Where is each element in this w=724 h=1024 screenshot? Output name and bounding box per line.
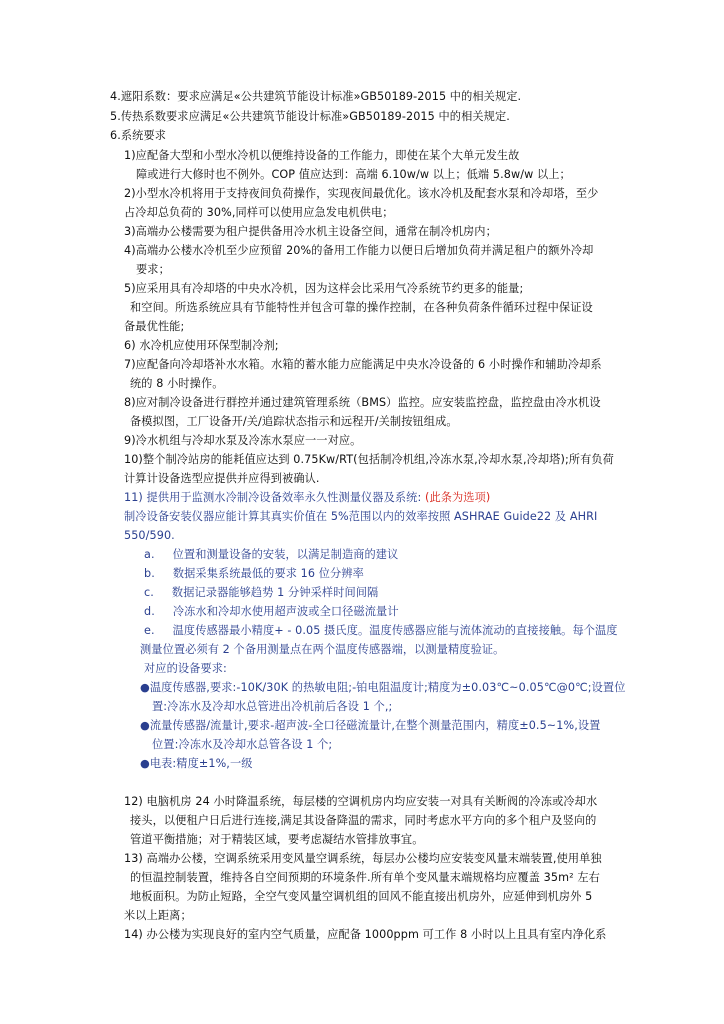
item-13-line1: 13) 高端办公楼，空调系统采用变风量空调系统，每层办公楼均应安装变风量末端装置,使用单独 xyxy=(124,852,602,865)
item-14-line1: 14) 办公楼为实现良好的室内空气质量，应配备 1000ppm 可工作 8 小时以上且具有室内净化系 xyxy=(124,928,607,941)
item-11-line3: 550/590. xyxy=(124,529,175,542)
item-5-line2: 和空间。所选系统应具有节能特性并包含可靠的操作控制，在各种负荷条件循环过程中保证设 xyxy=(130,301,593,314)
subitem-text: 冷冻水和冷却水使用超声波或全口径磁流量计 xyxy=(172,605,399,618)
subitem-e-cont: 测量位置必须有 2 个备用测量点在两个温度传感器端，以测量精度验证。 xyxy=(140,643,505,656)
item-5-line1: 5)应采用具有冷却塔的中央水冷机，因为这样会比采用气冷系统节约更多的能量; xyxy=(124,282,524,295)
item-4-line1: 4)高端办公楼水冷机至少应预留 20%的备用工作能力以便日后增加负荷并满足租户的额外冷却 xyxy=(124,244,594,257)
bullet-temperature-sensor: ●温度传感器,要求:-10K/30K 的热敏电阻;-铂电阻温度计;精度为±0.03℃~0.05℃@0℃;设置位 xyxy=(140,681,626,694)
item-1-line2: 障或进行大修时也不例外。COP 值应达到：高端 6.10w/w 以上；低端 5.8w/w 以上； xyxy=(136,168,571,181)
item-7-line2: 统的 8 小时操作。 xyxy=(130,377,224,390)
item-8-line1: 8)应对制冷设备进行群控并通过建筑管理系统（BMS）监控。应安装监控盘，监控盘由冷水机设 xyxy=(124,396,601,409)
item-3: 3)高端办公楼需要为租户提供备用冷水机主设备空间，通常在制冷机房内； xyxy=(124,225,497,238)
optional-note: (此条为选项) xyxy=(424,491,491,504)
bullet-temperature-sensor-cont: 置:冷冻水及冷却水总管进出冷机前后各设 1 个,; xyxy=(152,700,393,713)
subitem-e xyxy=(144,622,618,640)
item-9: 9)冷水机组与冷却水泵及冷冻水泵应一一对应。 xyxy=(124,434,362,447)
item-10-line1: 10)整个制冷站房的能耗值应达到 0.75Kw/RT(包括制冷机组,冷冻水泵,冷却水泵,冷却塔);所有负荷 xyxy=(124,453,614,466)
subitem-label: c. xyxy=(144,586,154,599)
item-11-line2: 制冷设备安装仪器应能计算其真实价值在 5%范围以内的效率按照 ASHRAE Guide22 及 AHRI xyxy=(124,510,598,523)
subitem-text: 数据采集系统最低的要求 16 位分辨率 xyxy=(172,567,364,580)
subitem-label: a. xyxy=(144,548,155,561)
bullet-meter: ●电表:精度±1%,一级 xyxy=(140,757,253,770)
subitem-a xyxy=(144,546,398,564)
item-2-line1: 2)小型水冷机将用于支持夜间负荷操作，实现夜间最优化。该水冷机及配套水泵和冷却塔，至少 xyxy=(124,187,599,200)
item-13-line2: 的恒温控制装置，维持各自空间预期的环境条件.所有单个变风量末端规格均应覆盖 35m² 左右 xyxy=(130,871,600,884)
item-12-line2: 接头，以便租户日后进行连接,满足其设备降温的需求，同时考虑水平方向的多个租户及竖向的 xyxy=(130,814,597,827)
item-12-line1: 12) 电脑机房 24 小时降温系统，每层楼的空调机房内均应安装一对具有关断阀的冷冻或冷却水 xyxy=(124,795,598,808)
item-10-line2: 计算计设备选型应提供并应得到被确认. xyxy=(124,472,320,485)
subitem-label: d. xyxy=(144,605,155,618)
item-2-line2: 占冷却总负荷的 30%,同样可以使用应急发电机供电； xyxy=(124,206,394,219)
subitem-c xyxy=(144,584,378,602)
item-5-line3: 备最优性能; xyxy=(124,320,185,333)
subitem-label: b. xyxy=(144,567,155,580)
subitem-text: 位置和测量设备的安装，以满足制造商的建议 xyxy=(172,548,399,561)
item-13-line3: 地板面积。为防止短路，全空气变风量空调机组的回风不能直接出机房外，应延伸到机房外 5 xyxy=(130,890,593,903)
item-4-line2: 要求； xyxy=(136,263,170,276)
item-8-line2: 备模拟图，工厂设备开/关/追踪状态指示和远程开/关制按钮组成。 xyxy=(130,415,458,428)
heading-6-system: 6.系统要求 xyxy=(110,129,167,142)
subitem-text: 温度传感器最小精度+ - 0.05 摄氏度。温度传感器应能与流体流动的直接接触。每个温度 xyxy=(172,624,618,637)
equipment-requirements-title: 对应的设备要求: xyxy=(144,662,227,675)
subitem-label: e. xyxy=(144,624,155,637)
subitem-text: 数据记录器能够趋势 1 分钟采样时间间隔 xyxy=(171,586,379,599)
bullet-flow-sensor-cont: 位置:冷冻水及冷却水总管各设 1 个; xyxy=(152,738,333,751)
item-1-line1: 1)应配备大型和小型水冷机以便维持设备的工作能力，即使在某个大单元发生故 xyxy=(124,149,520,162)
item-6: 6) 水冷机应使用环保型制冷剂; xyxy=(124,339,279,352)
item-11-prefix: 11) 提供用于监测水冷制冷设备效率永久性测量仪器及系统: xyxy=(124,491,425,504)
item-12-line3: 管道平衡措施；对于精装区域，要考虑凝结水管排放事宜。 xyxy=(130,833,424,846)
item-11-line1 xyxy=(124,489,490,507)
subitem-d xyxy=(144,603,399,621)
item-7-line1: 7)应配备向冷却塔补水水箱。水箱的蓄水能力应能满足中央水冷设备的 6 小时操作和辅助冷却系 xyxy=(124,358,602,371)
bullet-flow-sensor: ●流量传感器/流量计,要求-超声波-全口径磁流量计,在整个测量范围内，精度±0.5~1%,设置 xyxy=(140,719,601,732)
para-4-shading: 4.遮阳系数：要求应满足«公共建筑节能设计标准»GB50189-2015 中的相关规定. xyxy=(110,90,522,103)
subitem-b xyxy=(144,565,364,583)
para-5-heat-transfer: 5.传热系数要求应满足«公共建筑节能设计标准»GB50189-2015 中的相关规定. xyxy=(110,110,510,123)
item-13-line4: 米以上距离； xyxy=(124,909,192,922)
